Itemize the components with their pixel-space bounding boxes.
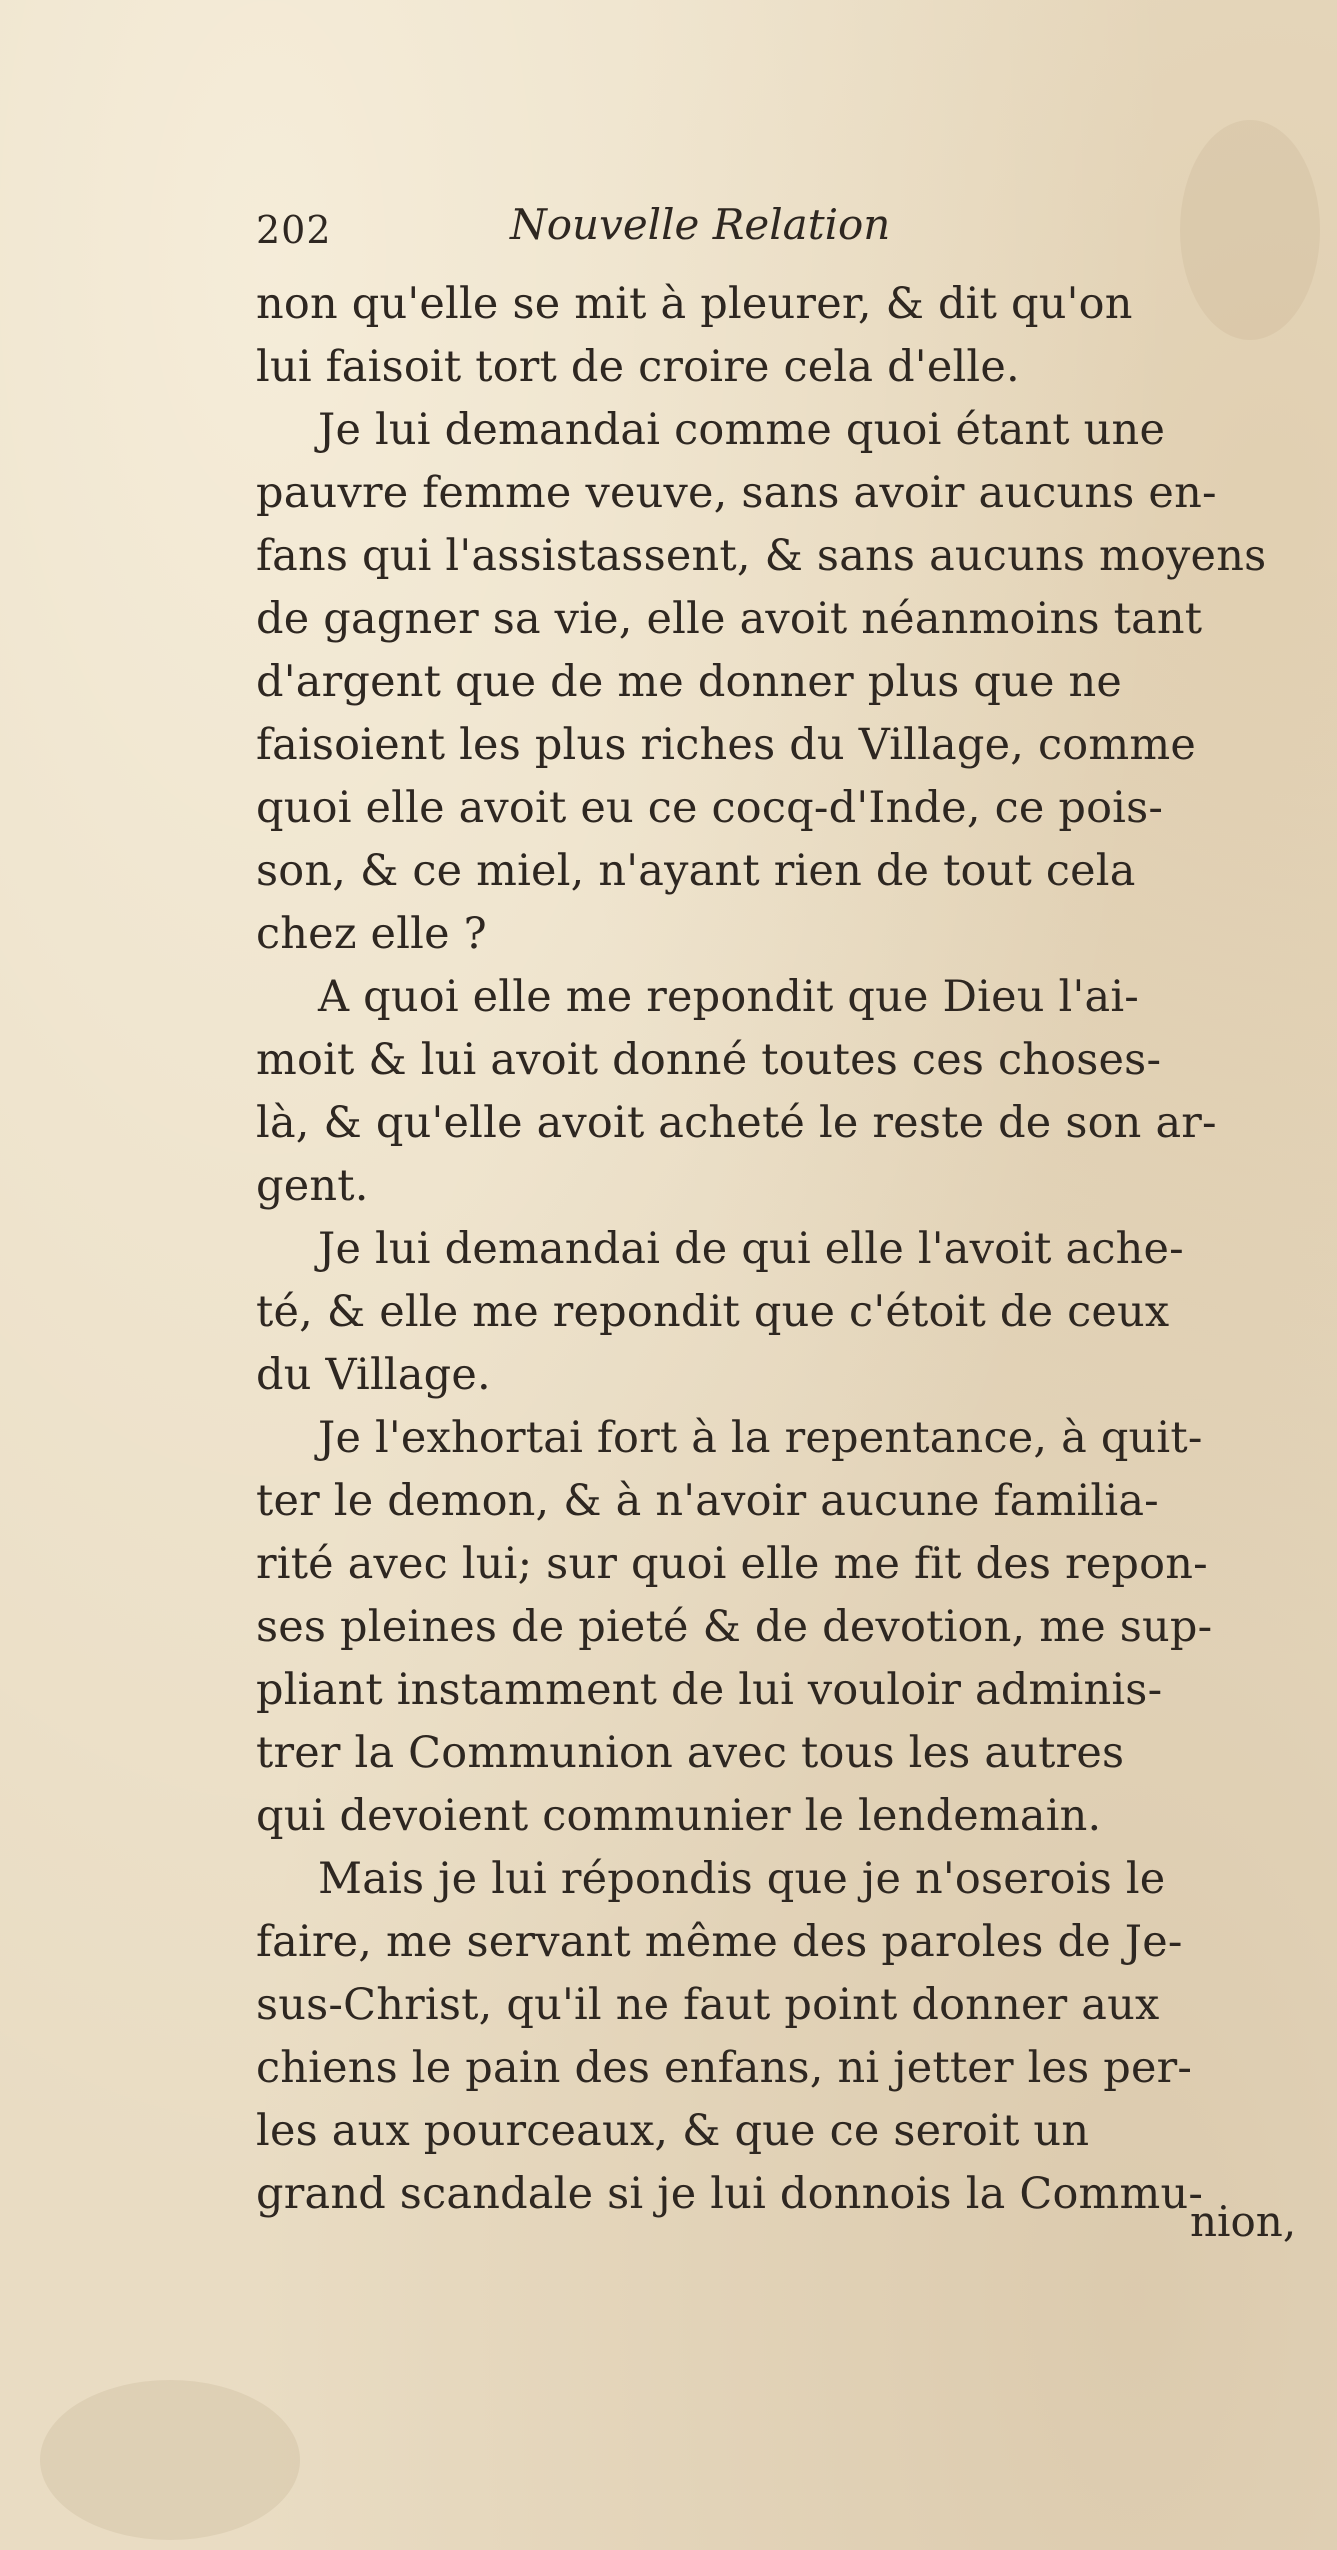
text-line: qui devoient communier le lendemain. — [256, 1791, 1102, 1841]
text-line: quoi elle avoit eu ce cocq-d'Inde, ce pois- — [256, 783, 1164, 833]
page-number: 202 — [256, 208, 332, 252]
text-line: Je l'exhortai fort à la repentance, à quit- — [318, 1413, 1203, 1463]
text-line: A quoi elle me repondit que Dieu l'ai- — [318, 972, 1140, 1022]
text-line: Mais je lui répondis que je n'oserois le — [318, 1854, 1166, 1904]
text-line: fans qui l'assistassent, & sans aucuns moyens — [256, 531, 1267, 581]
text-line: du Village. — [256, 1350, 491, 1400]
text-line: grand scandale si je lui donnois la Commu- — [256, 2169, 1204, 2219]
text-line: là, & qu'elle avoit acheté le reste de son ar- — [256, 1098, 1217, 1148]
text-line: ses pleines de pieté & de devotion, me sup- — [256, 1602, 1213, 1652]
text-line: rité avec lui; sur quoi elle me fit des repon- — [256, 1539, 1208, 1589]
text-line: non qu'elle se mit à pleurer, & dit qu'on — [256, 279, 1133, 329]
text-line: moit & lui avoit donné toutes ces choses- — [256, 1035, 1162, 1085]
running-header — [256, 190, 1056, 260]
text-line: pauvre femme veuve, sans avoir aucuns en- — [256, 468, 1217, 518]
text-line: son, & ce miel, n'ayant rien de tout cela — [256, 846, 1136, 896]
text-line: té, & elle me repondit que c'étoit de ceux — [256, 1287, 1170, 1337]
text-line: faire, me servant même des paroles de Je- — [256, 1917, 1183, 1967]
text-line: de gagner sa vie, elle avoit néanmoins tant — [256, 594, 1203, 644]
text-line: chez elle ? — [256, 909, 487, 959]
running-title: Nouvelle Relation — [510, 200, 891, 249]
text-line: chiens le pain des enfans, ni jetter les per- — [256, 2043, 1193, 2093]
text-line: faisoient les plus riches du Village, comme — [256, 720, 1196, 770]
text-line: lui faisoit tort de croire cela d'elle. — [256, 342, 1020, 392]
text-line: Je lui demandai comme quoi étant une — [318, 405, 1166, 455]
body-text — [256, 273, 1286, 2226]
text-line: d'argent que de me donner plus que ne — [256, 657, 1123, 707]
text-line: Je lui demandai de qui elle l'avoit ache- — [318, 1224, 1184, 1274]
text-line: sus-Christ, qu'il ne faut point donner aux — [256, 1980, 1160, 2030]
text-line: ter le demon, & à n'avoir aucune familia- — [256, 1476, 1159, 1526]
catchword: nion, — [1190, 2197, 1297, 2246]
paper-stain — [40, 2380, 300, 2540]
text-line: les aux pourceaux, & que ce seroit un — [256, 2106, 1090, 2156]
text-line: pliant instamment de lui vouloir adminis- — [256, 1665, 1163, 1715]
text-line: trer la Communion avec tous les autres — [256, 1728, 1125, 1778]
text-line: gent. — [256, 1161, 369, 1211]
